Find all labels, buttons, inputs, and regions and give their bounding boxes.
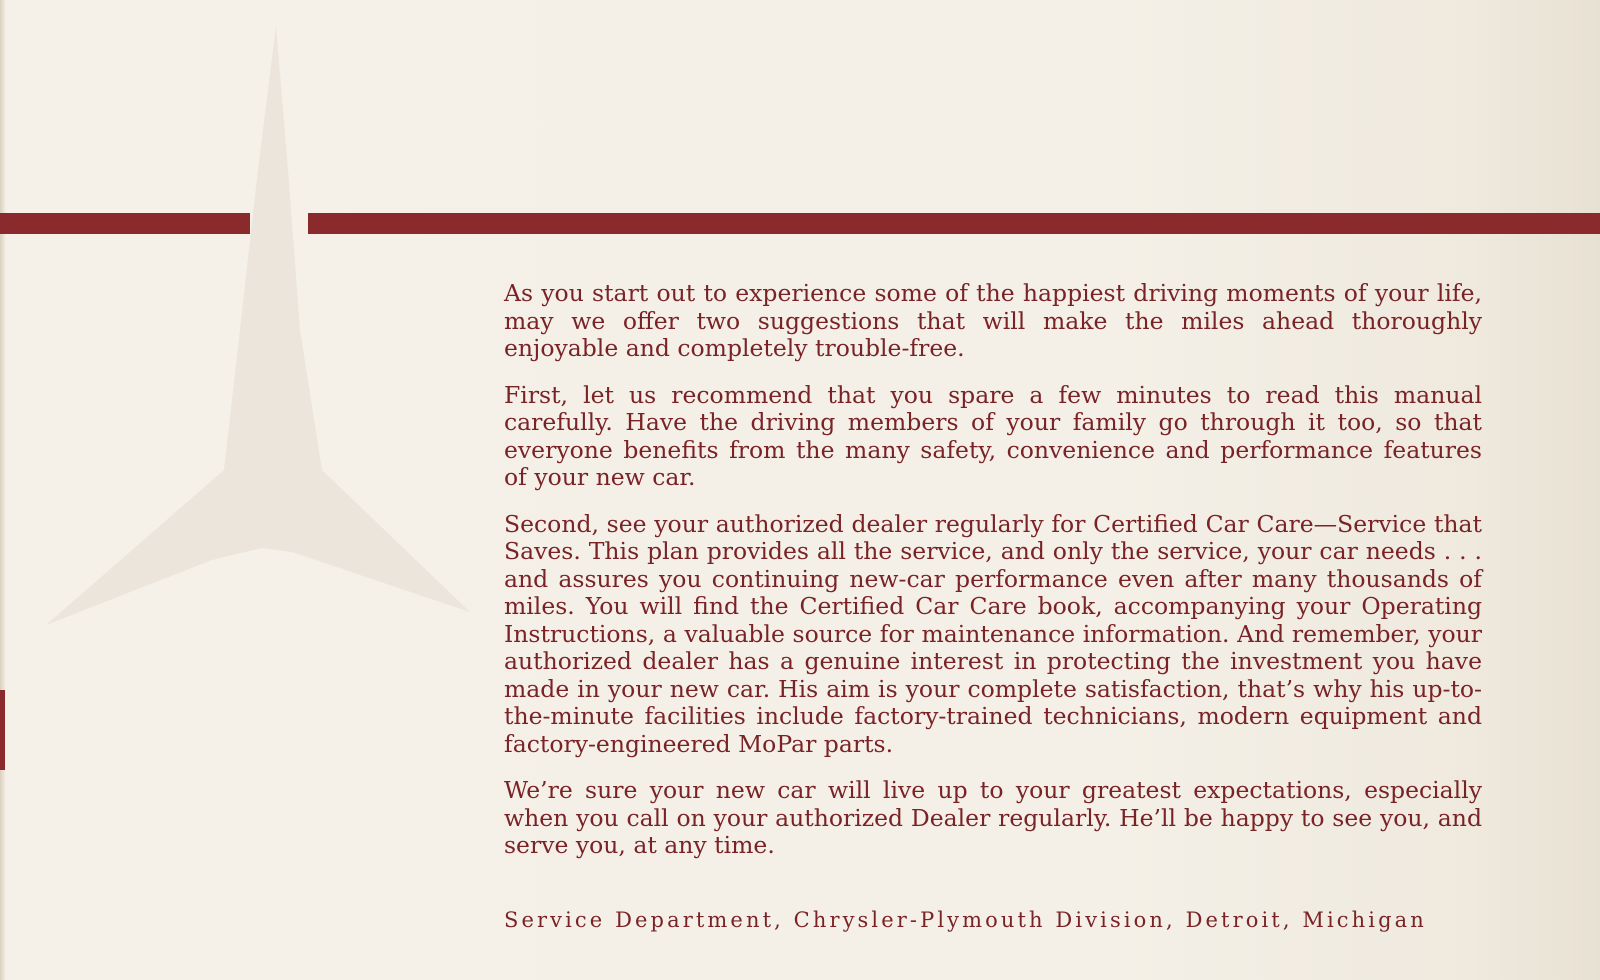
paragraph-intro: As you start out to experience some of the happiest driving moments of your life, may we offer two suggestions that will make the miles ahead thoroughly enjoyable and completely trouble-free.: [504, 279, 1482, 362]
paragraph-second-suggestion: Second, see your authorized dealer regularly for Certified Car Care—Service that Saves. This plan provides all the service, and only the service, your car needs . . . and assures you continuing new-car performance even after many thousands of miles. You will find the Certified Car Care book, accompanying your Operating Instructions, a valuable source for maintenance information. And remember, your authorized dealer has a genuine interest in protecting the investment you have made in your new car. His aim is your complete satisfaction, that’s why his up-to-the-minute facilities include factory-trained technicians, modern equipment and factory-engineered MoPar parts.: [504, 509, 1482, 758]
paragraph-first-suggestion: First, let us recommend that you spare a few minutes to read this manual carefully. Have the driving members of your family go through it too, so that everyone benefits from the many safety, convenience and performance features of your new car.: [504, 380, 1482, 491]
top-rule-left: [0, 213, 250, 234]
top-rule-right: [308, 213, 1600, 234]
signature-line: Service Department, Chrysler-Plymouth Division, Detroit, Michigan: [504, 908, 1427, 932]
paragraph-closing: We’re sure your new car will live up to your greatest expectations, especially when you call on your authorized Dealer regularly. He’ll be happy to see you, and serve you, at any time.: [504, 776, 1482, 859]
letter-body: [504, 280, 1482, 879]
pentastar-emblem-icon: [0, 0, 520, 980]
